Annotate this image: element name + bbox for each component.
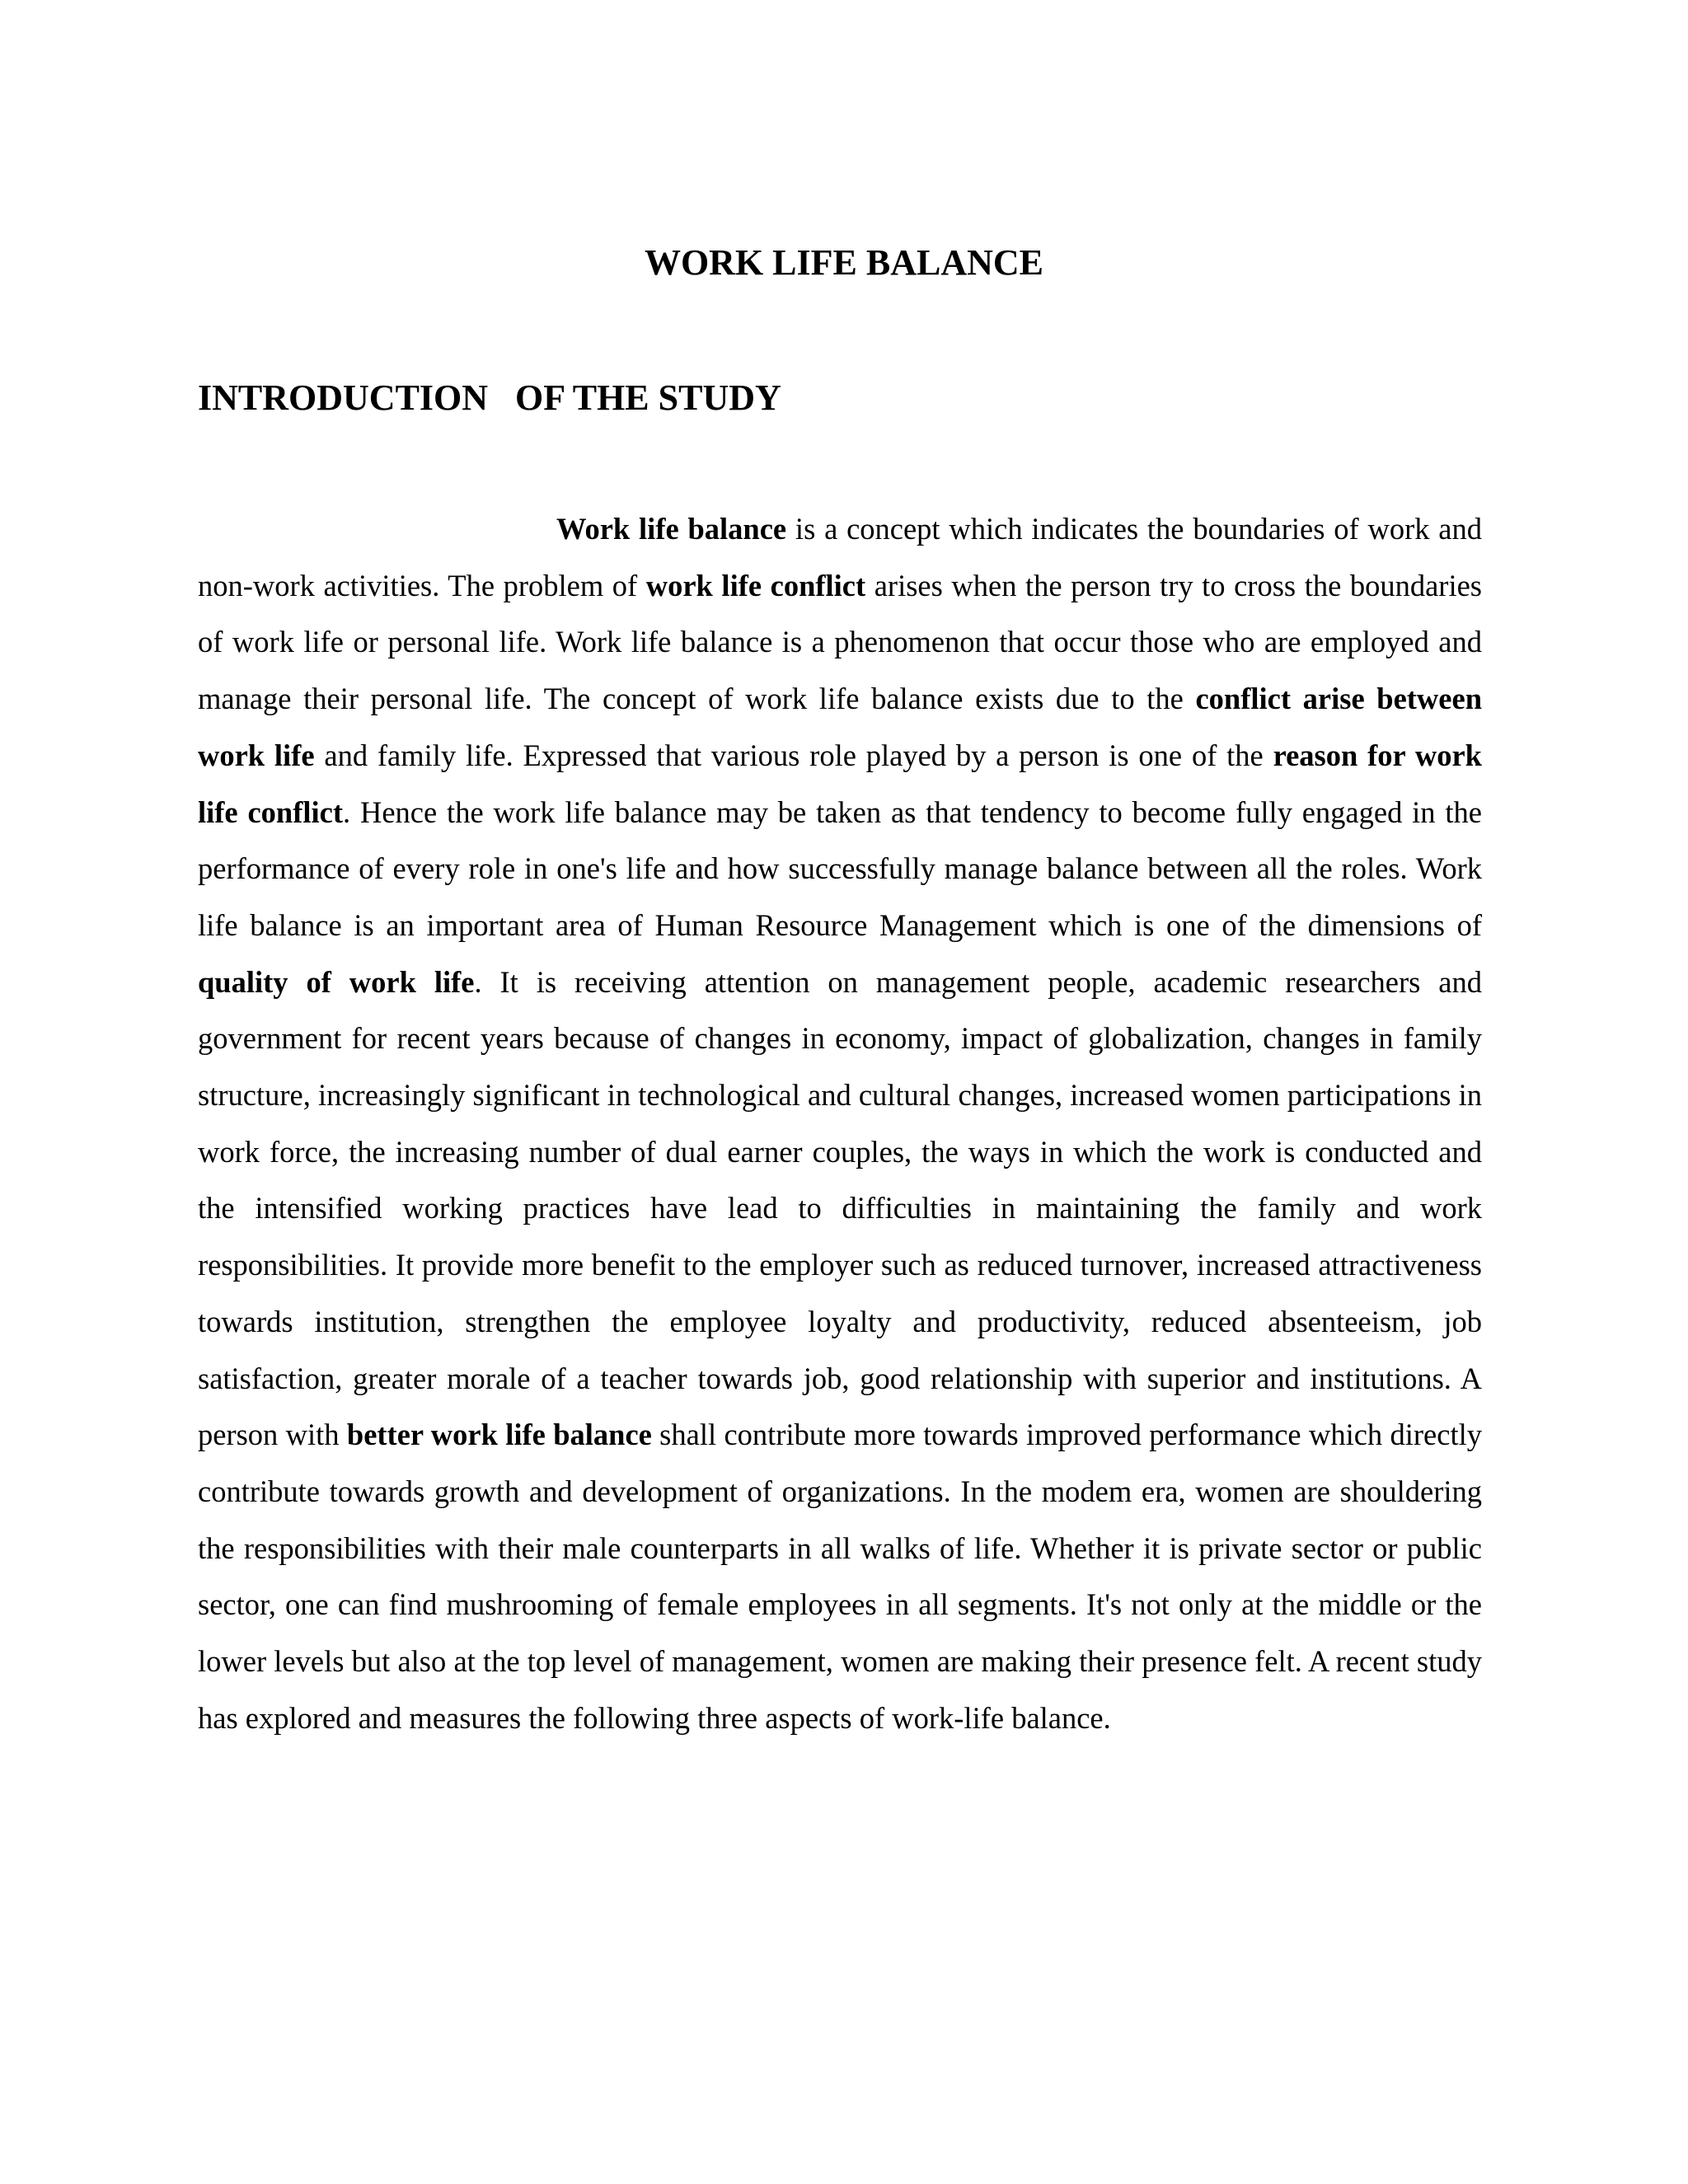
bold-term-work-life-balance: Work life balance (556, 512, 787, 546)
bold-term-quality-of-work-life: quality of work life (198, 964, 475, 999)
bold-term-better-work-life-balance: better work life balance (346, 1418, 652, 1452)
text-run: . It is receiving attention on management people, academic researchers and government for recent years because of changes in economy, impact of globalization, changes in family structure, increasingly significant in technological and cultural changes, increased women participations in work force, the increasing number of dual earner couples, the ways in which the work is conducted and the intensified working practices have lead to difficulties in maintaining the family and work responsibilities. It provide more benefit to the employer such as reduced turnover, increased attractiveness towards institution, strengthen the employee loyalty and productivity, reduced absenteeism, job satisfaction, greater morale of a teacher towards job, good relationship with superior and institutions. A person with (198, 964, 1482, 1452)
bold-term-reason-for-conflict: reason for work life conflict (198, 738, 1482, 829)
text-run: shall contribute more towards improved performance which directly contribute towards growth and development of organizations. In the modem era, women are shouldering the responsibilities with their male counterparts in all walks of life. Whether it is private sector or public sector, one can find mushrooming of female employees in all segments. It's not only at the middle or the lower levels but also at the top level of management, women are making their presence felt. A recent study has explored and measures the following three aspects of work-life balance. (198, 1418, 1482, 1735)
body-paragraph (198, 501, 1482, 1746)
bold-term-work-life-conflict: work life conflict (645, 568, 866, 602)
section-heading: INTRODUCTION OF THE STUDY (198, 377, 781, 418)
document-title: WORK LIFE BALANCE (644, 242, 1044, 283)
text-run: arises when the person try to cross the boundaries of work life or personal life. Work life balance is a phenomenon that occur those who are employed and manage their personal life. The concept of work life balance exists due to the (198, 568, 1482, 716)
text-run: and family life. Expressed that various role played by a person is one of the (314, 738, 1273, 772)
text-run: . Hence the work life balance may be taken as that tendency to become fully engaged in the performance of every role in one's life and how successfully manage balance between all the roles. Work life balance is an important area of Human Resource Management which is one of the dimensions of (198, 794, 1482, 942)
bold-term-conflict-arise: conflict arise between work life (198, 682, 1482, 772)
text-run: is a concept which indicates the boundaries of work and non-work activities. The problem of (198, 512, 1482, 602)
